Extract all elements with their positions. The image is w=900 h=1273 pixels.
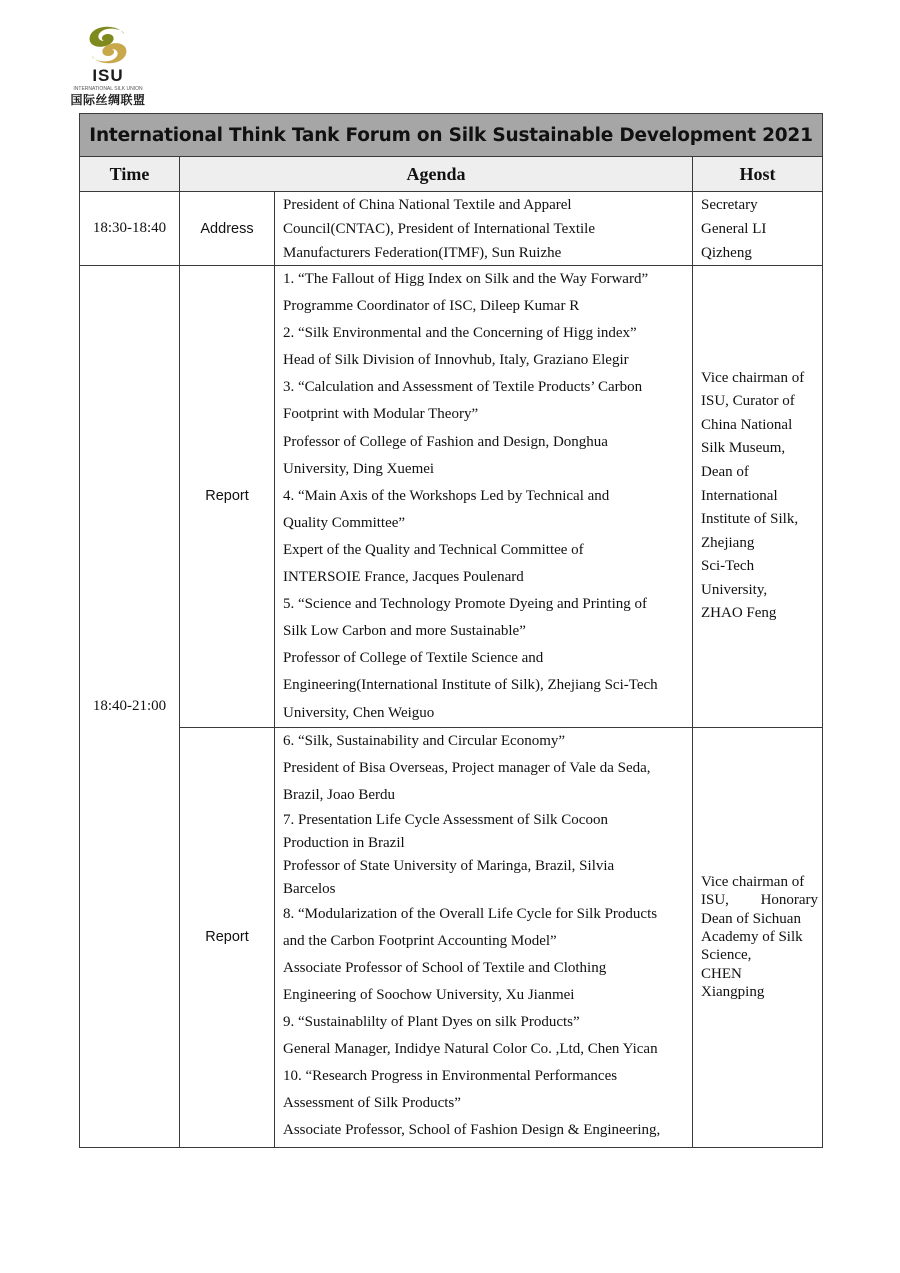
detail-line: Professor of College of Textile Science and xyxy=(283,650,544,667)
detail-line: 1. “The Fallout of Higg Index on Silk and the Way Forward” xyxy=(283,271,649,287)
address-details xyxy=(275,192,693,266)
detail-line: University, Chen Weiguo xyxy=(283,704,435,721)
host-line: China National xyxy=(701,416,793,433)
host-line: Qizheng xyxy=(701,245,752,261)
detail-line: President of China National Textile and Apparel xyxy=(283,197,572,213)
detail-line: 10. “Research Progress in Environmental Performances xyxy=(283,1067,618,1084)
detail-line: Engineering(International Institute of Silk), Zhejiang Sci-Tech xyxy=(283,677,658,694)
detail-line: University, Ding Xuemei xyxy=(283,460,435,477)
detail-line: Production in Brazil xyxy=(283,834,405,851)
logo-isu-text: ISU xyxy=(92,66,124,85)
session-time: 18:40-21:00 xyxy=(80,266,180,1148)
detail-line: 5. “Science and Technology Promote Dyeing and Printing of xyxy=(283,596,648,613)
report-1-host xyxy=(693,266,823,728)
table-row-report-2 xyxy=(80,727,823,1147)
host-line: Vice chairman of xyxy=(701,874,805,891)
table-row-report-1 xyxy=(80,266,823,728)
host-fragment: ISU, xyxy=(701,892,729,909)
detail-line: Footprint with Modular Theory” xyxy=(283,406,479,423)
host-line: Silk Museum, xyxy=(701,440,786,457)
detail-line: 2. “Silk Environmental and the Concerning of Higg index” xyxy=(283,325,637,342)
host-line: ISU, Curator of xyxy=(701,393,795,410)
logo-english-name: INTERNATIONAL SILK UNION xyxy=(73,86,143,92)
detail-line: 6. “Silk, Sustainability and Circular Economy” xyxy=(283,732,566,749)
host-line: International xyxy=(701,487,778,504)
host-line-justified xyxy=(701,891,818,909)
detail-line: Expert of the Quality and Technical Committee of xyxy=(283,541,584,558)
detail-line: INTERSOIE France, Jacques Poulenard xyxy=(283,569,524,586)
host-line: Science, xyxy=(701,947,752,964)
detail-line: 8. “Modularization of the Overall Life Cycle for Silk Products xyxy=(283,905,658,922)
detail-line: Assessment of Silk Products” xyxy=(283,1094,461,1111)
address-type: Address xyxy=(180,192,275,266)
detail-line: Head of Silk Division of Innovhub, Italy, Graziano Elegir xyxy=(283,352,629,369)
host-line: CHEN xyxy=(701,965,742,982)
silk-swirl-logo-icon xyxy=(84,24,132,68)
detail-line: Quality Committee” xyxy=(283,514,406,531)
detail-line: Council(CNTAC), President of International Textile xyxy=(283,221,595,237)
detail-line: Brazil, Joao Berdu xyxy=(283,786,396,803)
detail-line: Manufacturers Federation(ITMF), Sun Ruizhe xyxy=(283,245,562,261)
detail-line: Professor of College of Fashion and Design, Donghua xyxy=(283,433,608,450)
detail-line: Barcelos xyxy=(283,880,336,897)
address-time: 18:30-18:40 xyxy=(80,192,180,266)
header-row xyxy=(80,157,823,192)
host-header: Host xyxy=(693,157,823,192)
detail-line: and the Carbon Footprint Accounting Model” xyxy=(283,932,557,949)
detail-line: President of Bisa Overseas, Project manager of Vale da Seda, xyxy=(283,759,651,776)
detail-line: 9. “Sustainablilty of Plant Dyes on silk Products” xyxy=(283,1013,580,1030)
isu-logo xyxy=(66,24,150,108)
host-line: Xiangping xyxy=(701,983,765,1000)
logo-chinese-name: 国际丝绸联盟 xyxy=(70,93,146,107)
detail-line: General Manager, Indidye Natural Color Co. ,Ltd, Chen Yican xyxy=(283,1040,658,1057)
host-line: University, xyxy=(701,581,768,598)
host-line: Dean of xyxy=(701,463,749,480)
detail-line: 7. Presentation Life Cycle Assessment of Silk Cocoon xyxy=(283,811,608,828)
host-line: Institute of Silk, xyxy=(701,511,799,528)
report-1-type: Report xyxy=(180,266,275,728)
detail-line: Silk Low Carbon and more Sustainable” xyxy=(283,623,526,640)
host-line: Sci-Tech xyxy=(701,558,755,575)
time-header: Time xyxy=(80,157,180,192)
report-1-details xyxy=(275,266,693,728)
report-2-details xyxy=(275,727,693,1147)
report-2-type: Report xyxy=(180,727,275,1147)
host-fragment: Honorary xyxy=(760,892,819,909)
detail-line: Programme Coordinator of ISC, Dileep Kumar R xyxy=(283,298,580,315)
detail-line: Associate Professor, School of Fashion Design & Engineering, xyxy=(283,1121,661,1138)
host-line: General LI xyxy=(701,221,767,237)
detail-line: Associate Professor of School of Textile and Clothing xyxy=(283,959,607,976)
host-line: Secretary xyxy=(701,197,758,213)
detail-line: Professor of State University of Maringa, Brazil, Silvia xyxy=(283,857,615,874)
title-row xyxy=(80,114,823,157)
table-title: International Think Tank Forum on Silk Sustainable Development 2021 xyxy=(80,114,823,157)
detail-line: 4. “Main Axis of the Workshops Led by Technical and xyxy=(283,487,610,504)
address-host xyxy=(693,192,823,266)
table-row-address xyxy=(80,192,823,266)
agenda-table xyxy=(79,113,823,1148)
host-line: ZHAO Feng xyxy=(701,605,777,622)
detail-line: Engineering of Soochow University, Xu Jianmei xyxy=(283,986,575,1003)
detail-line: 3. “Calculation and Assessment of Textile Products’ Carbon xyxy=(283,379,643,396)
host-line: Academy of Silk xyxy=(701,928,803,945)
report-2-host xyxy=(693,727,823,1147)
host-line: Zhejiang xyxy=(701,534,755,551)
host-line: Vice chairman of xyxy=(701,369,805,386)
host-line: Dean of Sichuan xyxy=(701,910,801,927)
agenda-header: Agenda xyxy=(180,157,693,192)
